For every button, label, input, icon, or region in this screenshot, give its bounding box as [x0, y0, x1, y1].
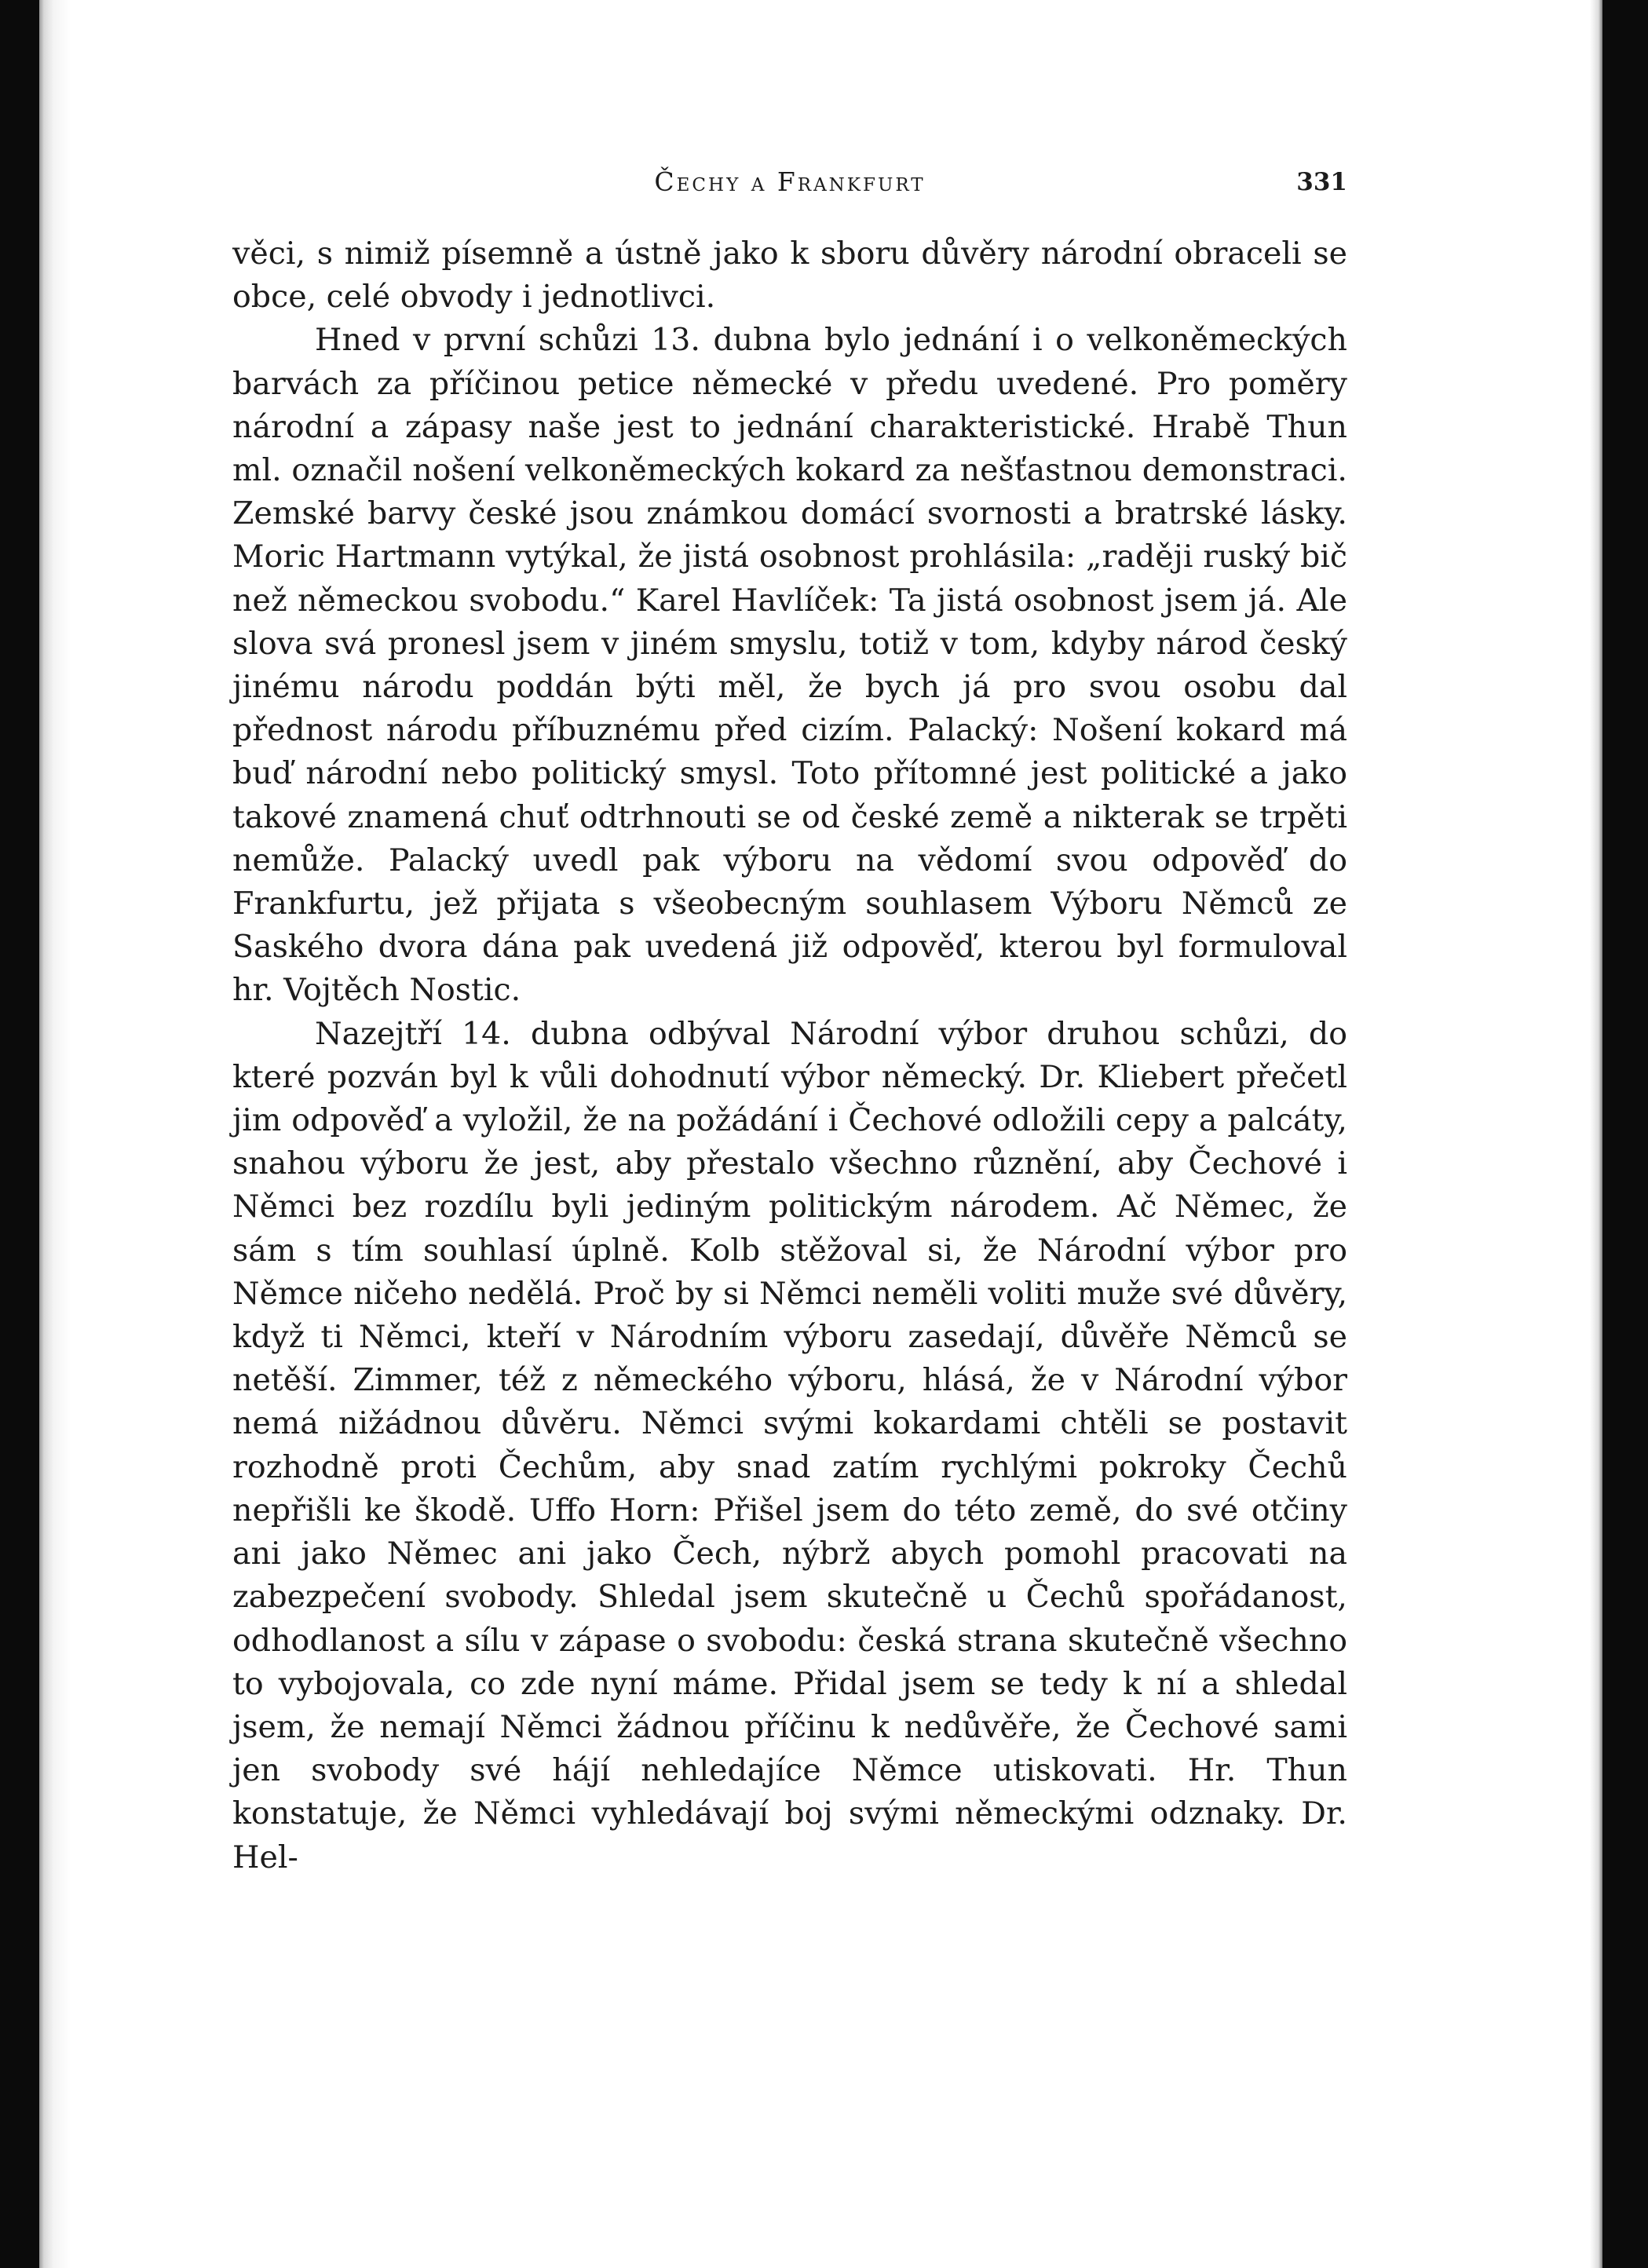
paragraph: Nazejtří 14. dubna odbýval Národní výbor druhou schůzi, do které pozván byl k vůli dohodnutí výbor německý. Dr. Kliebert přečetl jim odpověď a vyložil, že na požádání i Čechové odložili cepy a palcáty, snahou výboru že jest, aby přestalo všechno různění, aby Čechové i Němci bez rozdílu byli jediným politickým národem. Ač Němec, že sám s tím souhlasí úplně. Kolb stěžoval si, že Národní výbor pro Němce ničeho nedělá. Proč by si Němci neměli voliti muže své důvěry, když ti Němci, kteří v Národním výboru zasedají, důvěře Němců se netěší. Zimmer, též z německého výboru, hlásá, že v Národní výbor nemá nižádnou důvěru. Němci svými kokardami chtěli se postavit rozhodně proti Čechům, aby snad zatím rychlými pokroky Čechů nepřišli ke škodě. Uffo Horn: Přišel jsem do této země, do své otčiny ani jako Němec ani jako Čech, nýbrž abych pomohl pracovati na zabezpečení svobody. Shledal jsem skutečně u Čechů spořádanost, odhodlanost a sílu v zápase o svobodu: česká strana skutečně všechno to vybojovala, co zde nyní máme. Přidal jsem se tedy k ní a shledal jsem, že nemají Němci žádnou příčinu k nedůvěře, že Čechové sami jen svobody své hájí nehledajíce Němce utiskovati. Hr. Thun konstatuje, že Němci vyhledávají boj svými německými odznaky. Dr. Hel- — [232, 1015, 1347, 1875]
running-head — [232, 149, 1347, 196]
paragraph: věci, s nimiž písemně a ústně jako k sboru důvěry národní obraceli se obce, celé obvody i jednotlivci. — [232, 236, 1347, 316]
page-edge-shadow — [1590, 0, 1602, 2268]
running-title: Čechy a Frankfurt — [654, 166, 926, 197]
page-number: 331 — [1296, 168, 1347, 196]
scan-border-left — [0, 0, 39, 2268]
page-gutter-shadow — [39, 0, 86, 2268]
paragraph: Hned v první schůzi 13. dubna bylo jednání i o velkoněmeckých barvách za příčinou petice německé v předu uvedené. Pro poměry národní a zápasy naše jest to jednání charakteristické. Hrabě Thun ml. označil nošení velkoněmeckých kokard za nešťastnou demonstraci. Zemské barvy české jsou známkou domácí svornosti a bratrské lásky. Moric Hartmann vytýkal, že jistá osobnost prohlásila: „raději ruský bič než německou svobodu.“ Karel Havlíček: Ta jistá osobnost jsem já. Ale slova svá pronesl jsem v jiném smyslu, totiž v tom, kdyby národ český jinému národu poddán býti měl, že bych já pro svou osobu dal přednost národu příbuznému před cizím. Palacký: Nošení kokard má buď národní nebo politický smysl. Toto přítomné jest politické a jako takové znamená chuť odtrhnouti se od české země a nikterak se trpěti nemůže. Palacký uvedl pak výboru na vědomí svou odpověď do Frankfurtu, jež přijata s všeobecným souhlasem Výboru Němců ze Saského dvora dána pak uvedená již odpověď, kterou byl formuloval hr. Vojtěch Nostic. — [232, 322, 1347, 1009]
body-text — [232, 232, 1347, 1879]
book-page — [232, 149, 1347, 1879]
scan-border-right — [1602, 0, 1648, 2268]
